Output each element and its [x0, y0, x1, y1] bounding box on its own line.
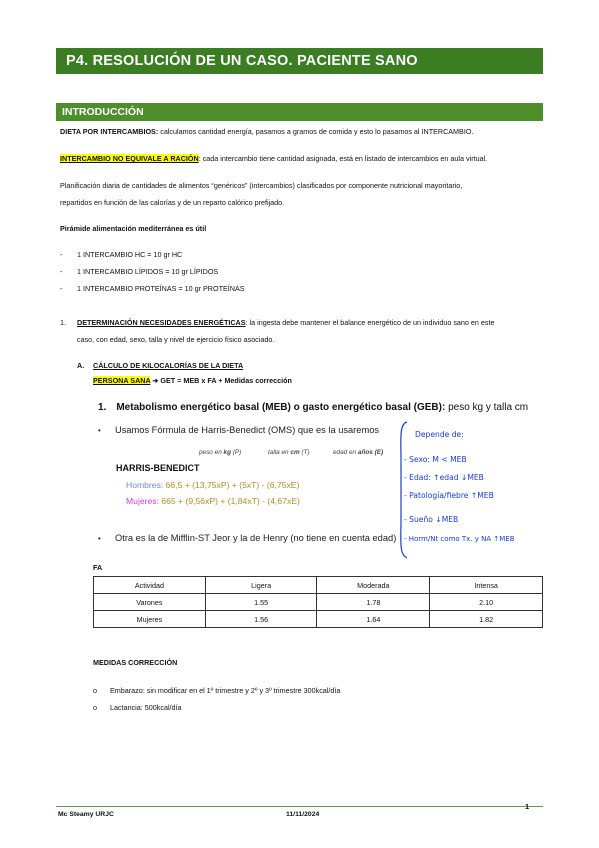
get-formula-line: PERSONA SANA ➔ GET = MEB x FA + Medidas corrección [93, 376, 292, 385]
table-row [94, 594, 543, 611]
plan-line-1: Planificación diaria de cantidades de alimentos “genéricos” (intercambios) clasificados por componente nutricional mayoritario, [60, 181, 463, 190]
talla-label: talla en cm (T) [268, 449, 310, 456]
dieta-paragraph [60, 127, 473, 137]
table-cell: Mujeres [94, 611, 206, 628]
item1-line-1: DETERMINACIÓN NECESIDADES ENERGÉTICAS: la ingesta debe mantener el balance energético de un individuo sano en este [77, 318, 495, 327]
footer-divider [56, 806, 543, 807]
table-header-row [94, 577, 543, 594]
handwritten-line: - Sueño ↓MEB [404, 515, 459, 524]
plan-line-2: repartidos en función de las calorías y de un reparto calórico prefijado. [60, 198, 285, 207]
table-row [94, 611, 543, 628]
handwritten-line: - Patología/fiebre ↑MEB [404, 491, 494, 500]
harris-benedict-title: HARRIS-BENEDICT [116, 463, 200, 473]
dieta-text: calculamos cantidad energía, pasamos a gramos de comida y esto lo pasamos al INTERCAMBIO. [158, 127, 474, 136]
piramide-note: Pirámide alimentación mediterránea es útil [60, 224, 207, 233]
table-cell: 1.56 [205, 611, 317, 628]
itemA-letter: A. [77, 361, 85, 370]
slide-bullet-2: • Otra es la de Mifflin-ST Jeor y la de Henry (no tiene en cuenta edad) [98, 533, 397, 543]
table-cell: 2.10 [430, 594, 543, 611]
dieta-label: DIETA POR INTERCAMBIOS: [60, 127, 159, 136]
list-item: - 1 INTERCAMBIO PROTEÍNAS = 10 gr PROTEÍNAS [60, 284, 245, 293]
list-item: - 1 INTERCAMBIO LÍPIDOS = 10 gr LÍPIDOS [60, 267, 219, 276]
page-number: 1 [525, 802, 530, 811]
table-cell: 1.55 [205, 594, 317, 611]
medidas-title: MEDIDAS CORRECCIÓN [93, 658, 178, 667]
persona-sana: PERSONA SANA [93, 376, 151, 385]
list-item: o Embarazo: sin modificar en el 1º trimestre y 2º y 3º trimestre 300kcal/día [93, 686, 341, 695]
item1-label: DETERMINACIÓN NECESIDADES ENERGÉTICAS [77, 318, 246, 327]
table-cell: 1.82 [430, 611, 543, 628]
edad-label: edad en años (E) [333, 449, 384, 456]
fa-label: FA [93, 563, 103, 572]
item1-number: 1. [60, 318, 66, 327]
intercambio-paragraph [60, 154, 487, 164]
itemA-label: CÁLCULO DE KILOCALORÍAS DE LA DIETA [93, 361, 244, 370]
intercambio-text: : cada intercambio tiene cantidad asignada, está en listado de intercambios en aula virtual. [198, 154, 488, 163]
hombres-formula: Hombres: 66,5 + (13,75xP) + (5xT) - (6,75xE) [126, 480, 300, 490]
table-header: Intensa [430, 577, 543, 594]
item1-line-2: caso, con edad, sexo, talla y nivel de ejercicio físico asociado. [77, 335, 275, 344]
table-cell: 1.64 [317, 611, 430, 628]
footer-author: Mc Steamy URJC [58, 811, 114, 818]
peso-label: peso en kg (P) [199, 449, 242, 456]
fa-table [93, 576, 543, 628]
handwritten-line: - Sexo: M < MEB [404, 455, 467, 464]
slide-bullet-1: • Usamos Fórmula de Harris-Benedict (OMS) que es la usaremos [98, 425, 380, 435]
intercambio-highlight: INTERCAMBIO NO EQUIVALE A RACIÓN [60, 154, 199, 163]
handwritten-title: Depende de: [415, 430, 464, 439]
section-header: INTRODUCCIÓN [56, 103, 543, 121]
table-cell: Varones [94, 594, 206, 611]
table-cell: 1.78 [317, 594, 430, 611]
mujeres-formula: Mujeres: 665 + (9,56xP) + (1,84xT) - (4,67xE) [126, 496, 300, 506]
table-header: Actividad [94, 577, 206, 594]
arrow-icon: ➔ [152, 376, 159, 385]
list-item: - 1 INTERCAMBIO HC = 10 gr HC [60, 250, 183, 259]
table-header: Ligera [205, 577, 317, 594]
table-header: Moderada [317, 577, 430, 594]
page-title: P4. RESOLUCIÓN DE UN CASO. PACIENTE SANO [56, 48, 543, 74]
list-item: o Lactancia: 500kcal/día [93, 703, 182, 712]
slide-heading: 1. Metabolismo energético basal (MEB) o gasto energético basal (GEB): peso kg y talla cm [98, 402, 529, 413]
handwritten-line: - Edad: ↑edad ↓MEB [404, 473, 484, 482]
footer-date: 11/11/2024 [286, 811, 320, 818]
handwritten-line: - Horm/Nt como Tx. y NA ↑MEB [404, 535, 515, 543]
